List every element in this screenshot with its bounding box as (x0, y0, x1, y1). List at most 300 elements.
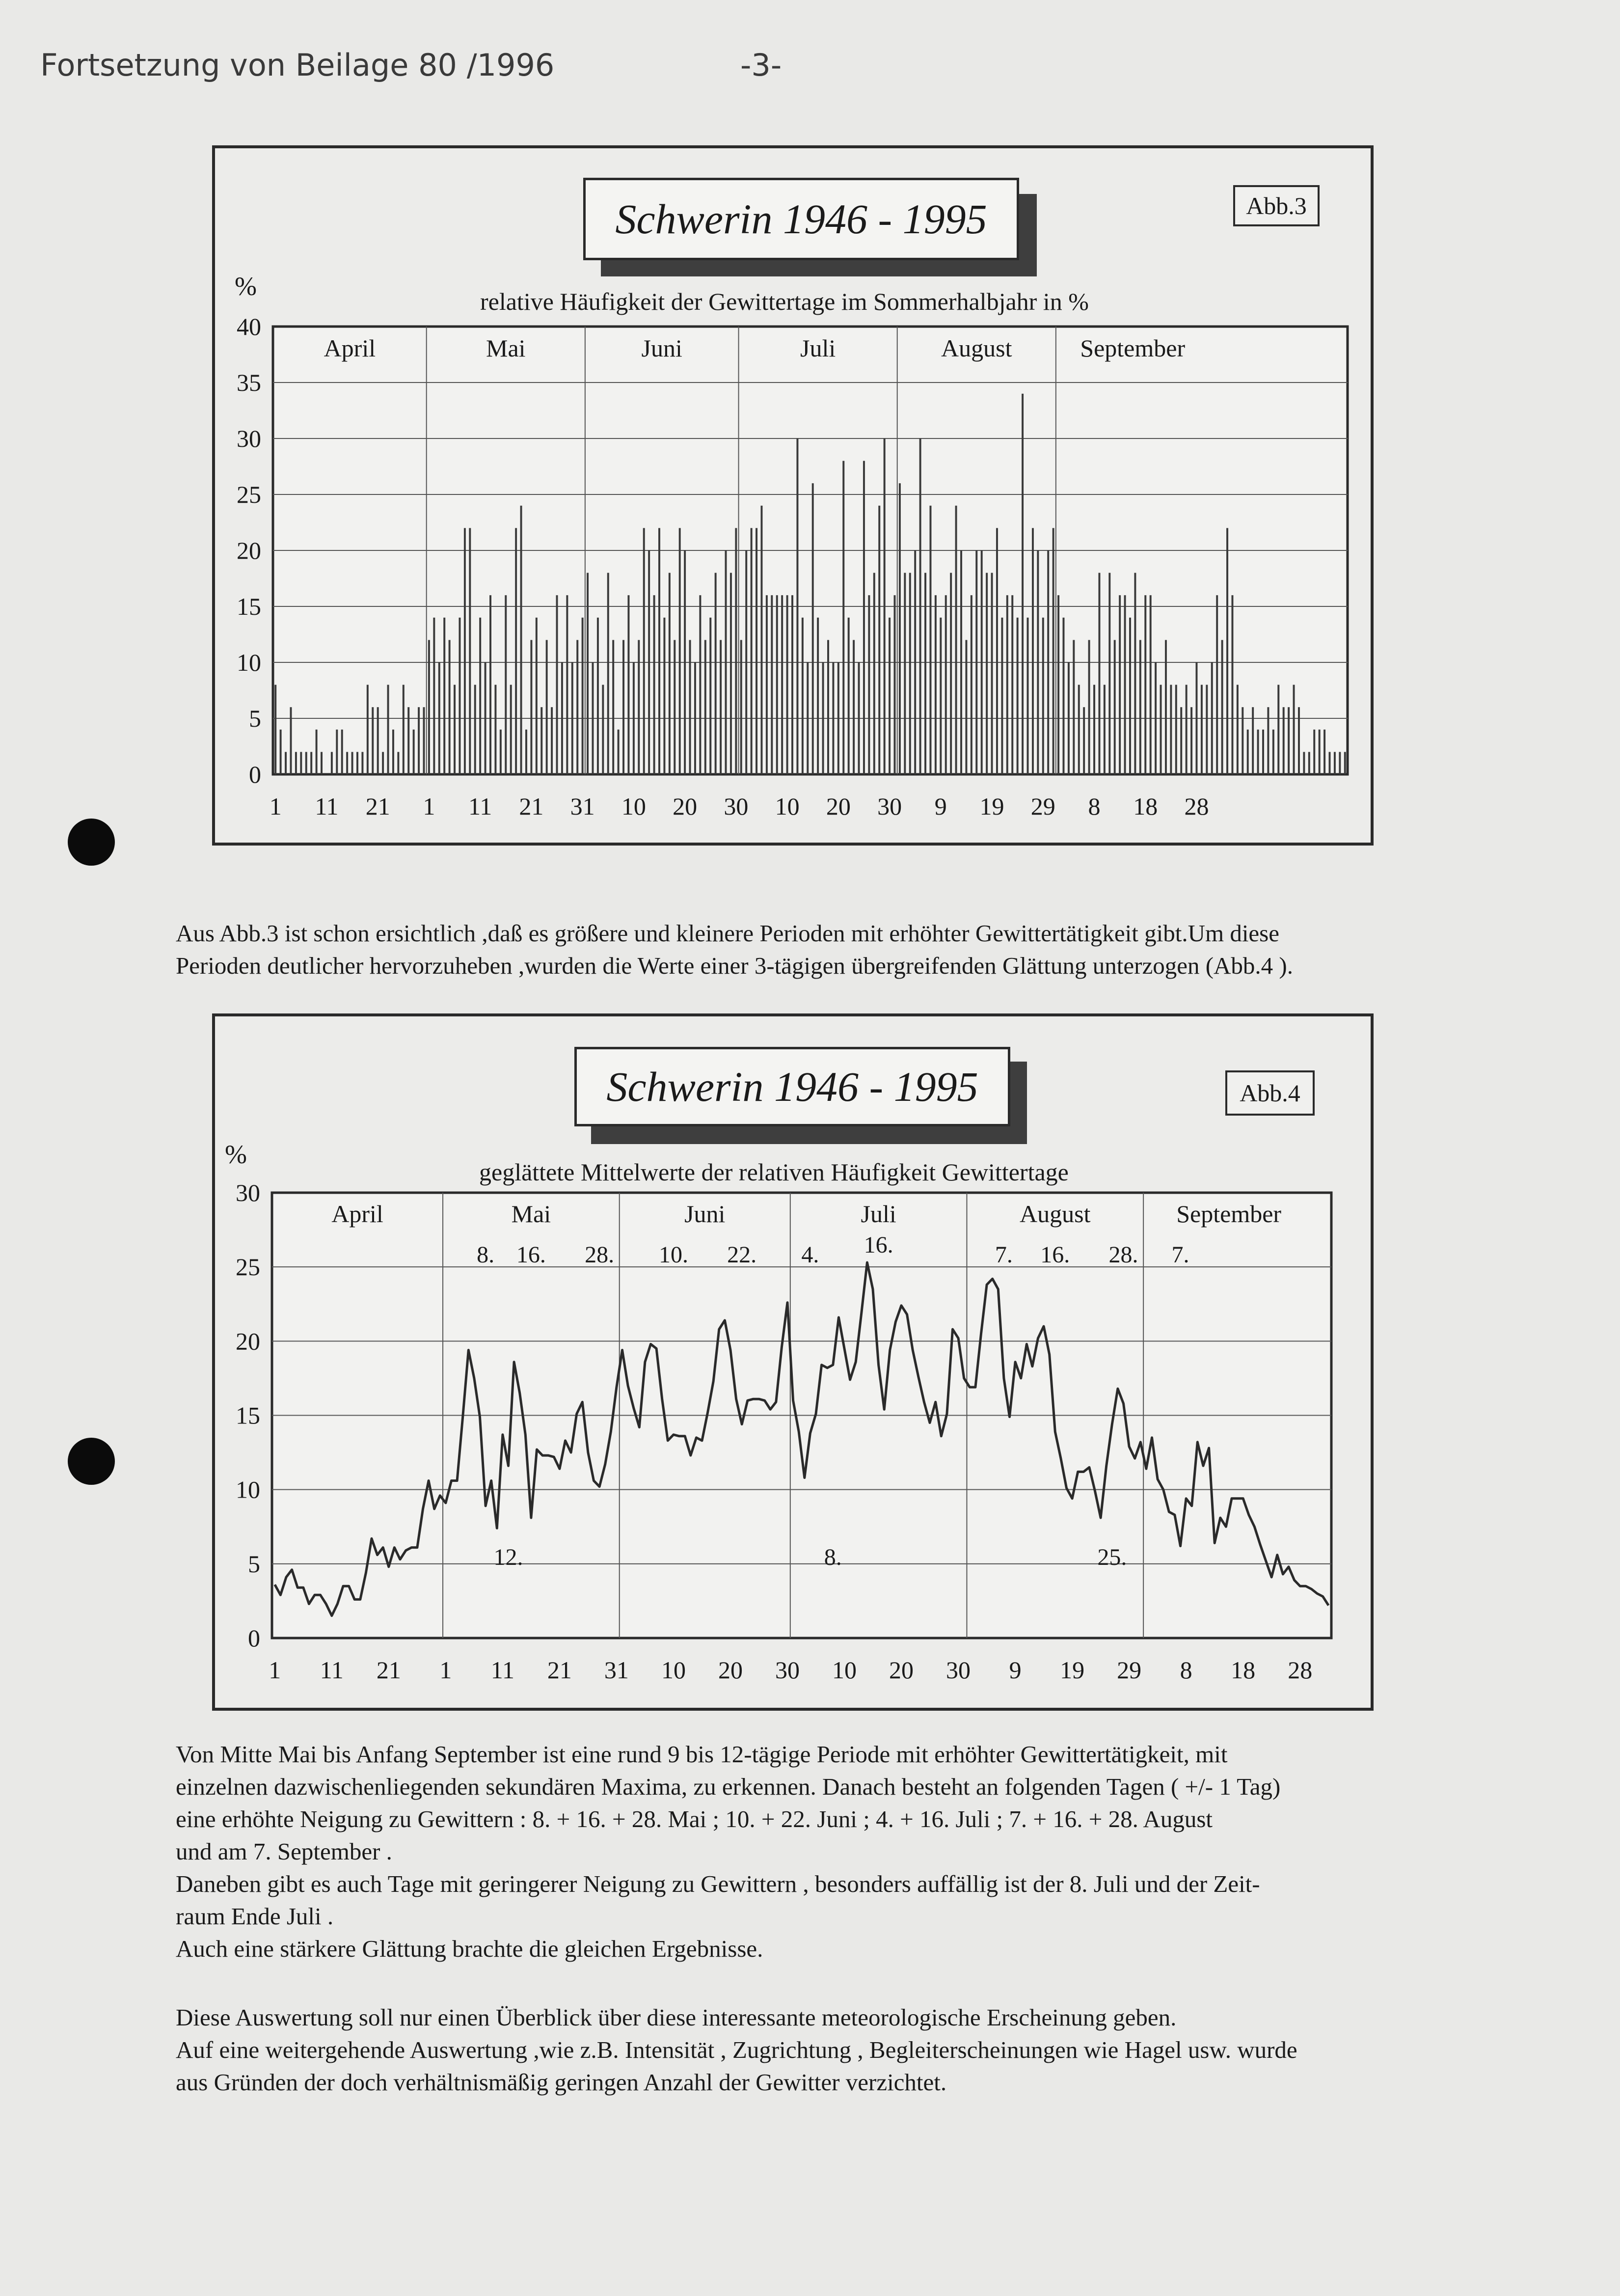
fig3-bar-day-204 (1313, 730, 1315, 774)
fig3-bar-day-36 (454, 685, 456, 774)
fig3-bar-day-194 (1262, 730, 1264, 774)
fig3-bar-day-2 (280, 730, 282, 774)
fig3-xtick-16: 8 (1088, 793, 1101, 820)
fig3-bar-day-120 (884, 438, 886, 774)
figure4-chart (0, 1129, 1620, 1689)
fig3-bar-day-43 (489, 595, 491, 774)
fig3-bar-day-187 (1226, 528, 1228, 774)
fig3-ytick-10: 10 (237, 649, 261, 676)
fig3-bar-day-123 (899, 483, 901, 774)
fig3-bar-day-25 (397, 752, 399, 774)
fig4-xtick-15: 29 (1117, 1656, 1142, 1684)
fig3-bar-day-149 (1032, 528, 1034, 774)
fig3-bar-day-93 (745, 550, 747, 774)
fig3-bar-day-139 (981, 550, 983, 774)
fig4-xtick-1: 11 (320, 1656, 344, 1684)
fig3-bar-day-183 (1206, 685, 1208, 774)
fig3-bar-day-143 (1001, 618, 1003, 774)
fig3-bar-day-122 (894, 595, 896, 774)
fig3-bar-day-9 (316, 730, 318, 774)
fig3-bar-day-153 (1053, 528, 1054, 774)
fig4-ytick-20: 20 (236, 1327, 260, 1355)
fig3-bar-day-118 (873, 573, 875, 774)
fig3-bar-day-159 (1083, 707, 1085, 774)
fig3-bar-day-178 (1180, 707, 1182, 774)
fig3-bar-day-95 (756, 528, 757, 774)
fig3-bar-day-78 (669, 573, 671, 774)
fig3-month-label-august: August (941, 334, 1012, 362)
fig3-bar-day-106 (812, 483, 814, 774)
paragraph-analysis (176, 1738, 1472, 1965)
fig3-bar-day-27 (407, 707, 409, 774)
fig4-ytick-0: 0 (248, 1624, 260, 1652)
fig3-bar-day-45 (500, 730, 502, 774)
fig3-bar-day-175 (1165, 640, 1167, 774)
paragraph-analysis-line-2: einzelnen dazwischenliegenden sekundären Maxima, zu erkennen. Danach besteht an folgenden Tagen ( +/- 1 Tag) (176, 1773, 1281, 1800)
fig3-bar-day-186 (1221, 640, 1223, 774)
fig4-annotation-max-10: 7. (1171, 1242, 1189, 1268)
fig3-bar-day-104 (802, 618, 804, 774)
fig3-bar-day-58 (566, 595, 568, 774)
fig3-bar-day-138 (975, 550, 977, 774)
fig3-bar-day-114 (853, 640, 855, 774)
fig3-bar-day-198 (1283, 707, 1285, 774)
figure3-tag: Abb.3 (1233, 185, 1320, 226)
fig3-xtick-7: 10 (621, 793, 646, 820)
fig3-bar-day-59 (571, 662, 573, 774)
fig3-bar-day-68 (618, 730, 620, 774)
fig3-bar-day-34 (443, 618, 445, 774)
fig3-bar-day-161 (1093, 685, 1095, 774)
fig3-ytick-15: 15 (237, 593, 261, 620)
fig3-bar-day-157 (1073, 640, 1075, 774)
fig4-annotation-max-7: 7. (995, 1242, 1013, 1268)
fig3-bar-day-94 (751, 528, 753, 774)
paragraph-intro-line-2: Perioden deutlicher hervorzuheben ,wurden die Werte einer 3-tägigen übergreifenden Glättung unterzogen (Abb.4 ). (176, 952, 1293, 979)
fig3-bar-day-72 (638, 640, 640, 774)
fig3-bar-day-202 (1303, 752, 1305, 774)
fig3-bar-day-60 (576, 640, 578, 774)
fig4-month-label-august: August (1020, 1200, 1091, 1228)
fig4-annotation-max-6: 16. (864, 1232, 893, 1258)
fig3-bar-day-48 (515, 528, 517, 774)
header-source: Fortsetzung von Beilage 80 /1996 (40, 47, 555, 83)
fig3-bar-day-200 (1293, 685, 1295, 774)
fig3-xtick-6: 31 (570, 793, 595, 820)
fig4-annotation-max-8: 16. (1040, 1242, 1070, 1268)
fig3-bar-day-210 (1344, 752, 1346, 774)
fig4-xtick-14: 19 (1060, 1656, 1085, 1684)
fig3-bar-day-129 (929, 506, 931, 774)
fig3-bar-day-137 (971, 595, 972, 774)
fig3-bar-day-145 (1011, 595, 1013, 774)
fig4-month-label-september: September (1176, 1200, 1282, 1228)
fig3-xtick-2: 21 (365, 793, 390, 820)
fig3-bar-day-85 (704, 640, 706, 774)
fig3-bar-day-83 (694, 662, 696, 774)
fig3-bar-day-17 (356, 752, 358, 774)
fig3-bar-day-22 (382, 752, 384, 774)
paragraph-intro (176, 917, 1472, 982)
fig3-bar-day-199 (1288, 707, 1290, 774)
fig3-month-label-mai: Mai (486, 334, 526, 362)
fig3-bar-day-112 (842, 461, 844, 774)
fig3-bar-day-108 (822, 662, 824, 774)
fig3-bar-day-197 (1277, 685, 1279, 774)
fig4-ytick-10: 10 (236, 1476, 260, 1503)
fig3-bar-day-201 (1298, 707, 1300, 774)
fig3-bar-day-136 (965, 640, 967, 774)
fig3-bar-day-66 (607, 573, 609, 774)
fig3-bar-day-76 (658, 528, 660, 774)
paragraph-conclusion (176, 2001, 1472, 2099)
fig3-xtick-13: 9 (934, 793, 947, 820)
fig3-xtick-11: 20 (826, 793, 851, 820)
fig3-bar-day-4 (290, 707, 292, 774)
fig3-bar-day-203 (1308, 752, 1310, 774)
fig3-ytick-40: 40 (237, 313, 261, 340)
fig3-bar-day-3 (285, 752, 287, 774)
fig3-bar-day-151 (1042, 618, 1044, 774)
fig3-bar-day-73 (643, 528, 645, 774)
fig3-month-label-april: April (324, 334, 376, 362)
fig3-bar-day-38 (464, 528, 466, 774)
paragraph-conclusion-line-1: Diese Auswertung soll nur einen Überblick über diese interessante meteorologische Erscheinung geben. (176, 2004, 1177, 2031)
fig3-bar-day-81 (684, 550, 686, 774)
fig4-annotation-max-9: 28. (1108, 1242, 1138, 1268)
fig3-bar-day-18 (361, 752, 363, 774)
fig3-bar-day-172 (1150, 595, 1152, 774)
fig4-month-label-juni: Juni (684, 1200, 726, 1228)
fig3-bar-day-77 (663, 618, 665, 774)
fig3-xtick-14: 19 (979, 793, 1004, 820)
fig3-bar-day-67 (612, 640, 614, 774)
fig4-annotation-min-0: 12. (493, 1544, 523, 1570)
figure3-subtitle: relative Häufigkeit der Gewittertage im Sommerhalbjahr in % (480, 288, 1089, 315)
paragraph-analysis-line-6: raum Ende Juli . (176, 1903, 334, 1930)
fig3-bar-day-49 (520, 506, 522, 774)
fig3-bar-day-26 (403, 685, 405, 774)
fig3-bar-day-113 (848, 618, 850, 774)
fig3-bar-day-13 (336, 730, 338, 774)
paragraph-analysis-line-4: und am 7. September . (176, 1838, 392, 1865)
fig4-annotation-max-4: 22. (727, 1242, 757, 1268)
fig3-bar-day-191 (1247, 730, 1249, 774)
fig3-bar-day-44 (494, 685, 496, 774)
fig3-bar-day-150 (1037, 550, 1039, 774)
fig4-xtick-12: 30 (946, 1656, 971, 1684)
fig4-xtick-7: 10 (661, 1656, 686, 1684)
fig3-bar-day-62 (587, 573, 589, 774)
fig3-bar-day-208 (1334, 752, 1336, 774)
fig3-bar-day-57 (561, 662, 563, 774)
paragraph-analysis-line-7: Auch eine stärkere Glättung brachte die gleichen Ergebnisse. (176, 1935, 763, 1962)
fig3-bar-day-165 (1114, 640, 1116, 774)
fig3-bar-day-63 (592, 662, 594, 774)
fig3-bar-day-12 (331, 752, 333, 774)
fig3-bar-day-87 (715, 573, 717, 774)
fig4-annotation-max-1: 16. (516, 1242, 546, 1268)
fig3-bar-day-158 (1078, 685, 1080, 774)
fig3-bar-day-6 (300, 752, 302, 774)
fig3-bar-day-121 (889, 618, 891, 774)
fig3-bar-day-127 (919, 438, 921, 774)
fig3-bar-day-31 (428, 640, 430, 774)
fig3-xtick-8: 20 (673, 793, 698, 820)
paragraph-analysis-line-5: Daneben gibt es auch Tage mit geringerer Neigung zu Gewittern , besonders auffällig ist der 8. Juli und der Zeit- (176, 1870, 1260, 1897)
fig3-bar-day-1 (274, 685, 276, 774)
fig3-bar-day-185 (1216, 595, 1218, 774)
fig3-xtick-9: 30 (724, 793, 749, 820)
fig3-bar-day-109 (827, 640, 829, 774)
fig3-bar-day-80 (679, 528, 681, 774)
fig4-xtick-3: 1 (439, 1656, 452, 1684)
fig3-bar-day-16 (351, 752, 353, 774)
page-number: -3- (740, 47, 782, 83)
fig3-bar-day-126 (914, 550, 916, 774)
fig3-xtick-3: 1 (423, 793, 435, 820)
fig3-bar-day-116 (863, 461, 865, 774)
fig3-ytick-25: 25 (237, 481, 261, 508)
fig3-month-label-juni: Juni (641, 334, 682, 362)
fig3-bar-day-152 (1047, 550, 1049, 774)
fig3-bar-day-90 (730, 573, 732, 774)
fig3-bar-day-182 (1201, 685, 1203, 774)
fig3-bar-day-88 (720, 640, 722, 774)
fig3-bar-day-163 (1104, 685, 1106, 774)
fig4-xtick-4: 11 (490, 1656, 514, 1684)
fig3-bar-day-41 (479, 618, 481, 774)
fig3-bar-day-19 (367, 685, 369, 774)
paragraph-conclusion-line-2: Auf eine weitergehende Auswertung ,wie z.B. Intensität , Zugrichtung , Begleiterscheinungen wie Hagel usw. wurde (176, 2036, 1297, 2063)
fig3-bar-day-86 (709, 618, 711, 774)
fig3-bar-day-107 (817, 618, 819, 774)
fig3-bar-day-209 (1339, 752, 1341, 774)
fig3-xtick-17: 18 (1133, 793, 1158, 820)
fig4-xtick-18: 28 (1288, 1656, 1313, 1684)
fig3-bar-day-30 (423, 707, 425, 774)
fig3-bar-day-188 (1231, 595, 1233, 774)
fig3-xtick-5: 21 (519, 793, 544, 820)
fig3-bar-day-102 (791, 595, 793, 774)
fig3-bar-day-133 (950, 573, 952, 774)
fig3-bar-day-177 (1175, 685, 1177, 774)
fig4-annotation-max-3: 10. (658, 1242, 688, 1268)
fig4-annotation-max-2: 28. (585, 1242, 615, 1268)
fig3-month-label-juli: Juli (800, 334, 836, 362)
fig3-bar-day-170 (1139, 640, 1141, 774)
fig3-bar-day-160 (1088, 640, 1090, 774)
fig3-bar-day-142 (996, 528, 998, 774)
fig3-ytick-5: 5 (249, 705, 261, 732)
fig3-bar-day-192 (1252, 707, 1254, 774)
fig3-ytick-30: 30 (237, 425, 261, 452)
fig3-bar-day-184 (1211, 662, 1213, 774)
fig3-bar-day-125 (909, 573, 911, 774)
fig3-bar-day-103 (796, 438, 798, 774)
fig3-bar-day-70 (627, 595, 629, 774)
figure4-y-unit: % (225, 1140, 247, 1169)
fig3-bar-day-167 (1124, 595, 1126, 774)
fig3-ytick-35: 35 (237, 369, 261, 396)
fig3-xtick-15: 29 (1030, 793, 1055, 820)
fig3-bar-day-190 (1242, 707, 1243, 774)
figure3-y-unit: % (235, 272, 257, 301)
fig3-bar-day-115 (858, 662, 860, 774)
fig3-xtick-12: 30 (877, 793, 902, 820)
fig4-xtick-0: 1 (269, 1656, 281, 1684)
fig3-bar-day-164 (1108, 573, 1110, 774)
fig3-bar-day-21 (377, 707, 379, 774)
fig3-bar-day-207 (1329, 752, 1331, 774)
fig3-xtick-1: 11 (315, 793, 339, 820)
fig3-bar-day-162 (1098, 573, 1100, 774)
fig3-bar-day-166 (1119, 595, 1121, 774)
fig3-bar-day-195 (1267, 707, 1269, 774)
fig3-bar-day-128 (924, 573, 926, 774)
fig4-xtick-6: 31 (604, 1656, 629, 1684)
fig3-month-label-september: September (1080, 334, 1186, 362)
fig3-bar-day-89 (725, 550, 727, 774)
fig3-bar-day-50 (525, 730, 527, 774)
fig4-xtick-10: 10 (832, 1656, 857, 1684)
fig3-ytick-20: 20 (237, 537, 261, 564)
fig3-bar-day-79 (674, 640, 675, 774)
fig3-bar-day-40 (474, 685, 476, 774)
fig3-bar-day-169 (1134, 573, 1136, 774)
fig3-bar-day-14 (341, 730, 343, 774)
fig3-bar-day-56 (556, 595, 558, 774)
fig3-bar-day-180 (1190, 707, 1192, 774)
fig3-bar-day-7 (305, 752, 307, 774)
fig3-bar-day-196 (1272, 730, 1274, 774)
fig3-xtick-0: 1 (269, 793, 282, 820)
fig3-bar-day-98 (771, 595, 773, 774)
fig3-bar-day-176 (1170, 685, 1172, 774)
fig3-bar-day-20 (372, 707, 374, 774)
fig3-bar-day-100 (781, 595, 783, 774)
fig3-bar-day-189 (1237, 685, 1239, 774)
fig3-bar-day-32 (433, 618, 435, 774)
fig3-bar-day-35 (449, 640, 451, 774)
fig3-bar-day-84 (699, 595, 701, 774)
fig3-bar-day-99 (776, 595, 778, 774)
fig3-bar-day-155 (1062, 618, 1064, 774)
fig4-month-label-juli: Juli (861, 1200, 896, 1228)
fig3-bar-day-110 (832, 662, 834, 774)
fig3-bar-day-111 (837, 662, 839, 774)
fig4-ytick-15: 15 (236, 1401, 260, 1429)
fig3-bar-day-37 (459, 618, 460, 774)
fig3-bar-day-144 (1006, 595, 1008, 774)
fig4-xtick-17: 18 (1231, 1656, 1256, 1684)
fig4-ytick-30: 30 (236, 1179, 260, 1206)
fig3-bar-day-135 (960, 550, 962, 774)
fig3-bar-day-69 (622, 640, 624, 774)
fig3-bar-day-8 (310, 752, 312, 774)
fig3-bar-day-74 (648, 550, 650, 774)
fig4-annotation-max-5: 4. (801, 1242, 819, 1268)
fig3-bar-day-52 (536, 618, 538, 774)
fig4-annotation-max-0: 8. (477, 1242, 495, 1268)
figure4-title: Schwerin 1946 - 1995 (574, 1047, 1010, 1126)
fig3-bar-day-75 (653, 595, 655, 774)
fig3-bar-day-146 (1017, 618, 1019, 774)
fig3-xtick-4: 11 (468, 793, 492, 820)
fig3-bar-day-132 (945, 595, 947, 774)
fig3-bar-day-131 (940, 618, 942, 774)
fig3-bar-day-42 (485, 662, 486, 774)
fig3-bar-day-47 (510, 685, 512, 774)
fig3-bar-day-28 (413, 730, 415, 774)
fig3-bar-day-174 (1160, 685, 1162, 774)
fig4-ytick-25: 25 (236, 1253, 260, 1281)
fig3-bar-day-64 (597, 618, 599, 774)
fig3-bar-day-117 (868, 595, 870, 774)
fig3-bar-day-29 (418, 707, 420, 774)
paragraph-intro-line-1: Aus Abb.3 ist schon ersichtlich ,daß es größere und kleinere Perioden mit erhöhter Gewittertätigkeit gibt.Um diese (176, 920, 1279, 947)
fig3-bar-day-15 (346, 752, 348, 774)
fig3-bar-day-65 (602, 685, 604, 774)
figure4-tag: Abb.4 (1225, 1070, 1315, 1116)
fig3-ytick-0: 0 (249, 761, 261, 788)
fig3-bar-day-181 (1196, 662, 1198, 774)
fig3-bar-day-23 (387, 685, 389, 774)
fig3-bar-day-171 (1144, 595, 1146, 774)
fig3-bar-day-91 (735, 528, 737, 774)
fig3-bar-day-124 (904, 573, 906, 774)
fig3-bar-day-53 (540, 707, 542, 774)
paragraph-analysis-line-1: Von Mitte Mai bis Anfang September ist eine rund 9 bis 12-tägige Periode mit erhöhter Gewittertätigkeit, mit (176, 1741, 1228, 1768)
fig3-bar-day-96 (760, 506, 762, 774)
fig4-month-label-mai: Mai (511, 1200, 551, 1228)
fig3-bar-day-156 (1068, 662, 1070, 774)
fig3-bar-day-61 (582, 618, 584, 774)
fig3-bar-day-173 (1155, 662, 1157, 774)
fig3-bar-day-51 (530, 640, 532, 774)
fig3-bar-day-148 (1027, 618, 1029, 774)
fig3-bar-day-92 (740, 640, 742, 774)
fig3-bar-day-140 (986, 573, 988, 774)
fig3-bar-day-33 (438, 662, 440, 774)
paragraph-conclusion-line-3: aus Gründen der doch verhältnismäßig geringen Anzahl der Gewitter verzichtet. (176, 2069, 947, 2096)
fig3-xtick-10: 10 (775, 793, 800, 820)
fig3-bar-day-5 (295, 752, 297, 774)
fig4-ytick-5: 5 (248, 1550, 260, 1578)
fig3-bar-day-10 (321, 752, 323, 774)
fig3-bar-day-193 (1257, 730, 1259, 774)
fig3-bar-day-168 (1129, 618, 1131, 774)
fig4-xtick-11: 20 (889, 1656, 914, 1684)
fig3-bar-day-55 (551, 707, 553, 774)
fig3-bar-day-134 (955, 506, 957, 774)
fig3-bar-day-119 (878, 506, 880, 774)
fig3-bar-day-46 (505, 595, 507, 774)
fig3-bar-day-101 (786, 595, 788, 774)
fig4-xtick-5: 21 (547, 1656, 572, 1684)
fig3-bar-day-205 (1319, 730, 1321, 774)
fig3-bar-day-130 (935, 595, 937, 774)
fig4-annotation-min-1: 8. (824, 1544, 842, 1570)
fig3-xtick-18: 28 (1184, 793, 1209, 820)
fig3-bar-day-147 (1022, 394, 1024, 774)
fig3-bar-day-24 (392, 730, 394, 774)
fig4-annotation-min-2: 25. (1097, 1544, 1127, 1570)
fig4-xtick-16: 8 (1180, 1656, 1192, 1684)
fig4-xtick-13: 9 (1009, 1656, 1022, 1684)
fig3-bar-day-206 (1323, 730, 1325, 774)
figure4-subtitle: geglättete Mittelwerte der relativen Häufigkeit Gewittertage (479, 1158, 1069, 1186)
